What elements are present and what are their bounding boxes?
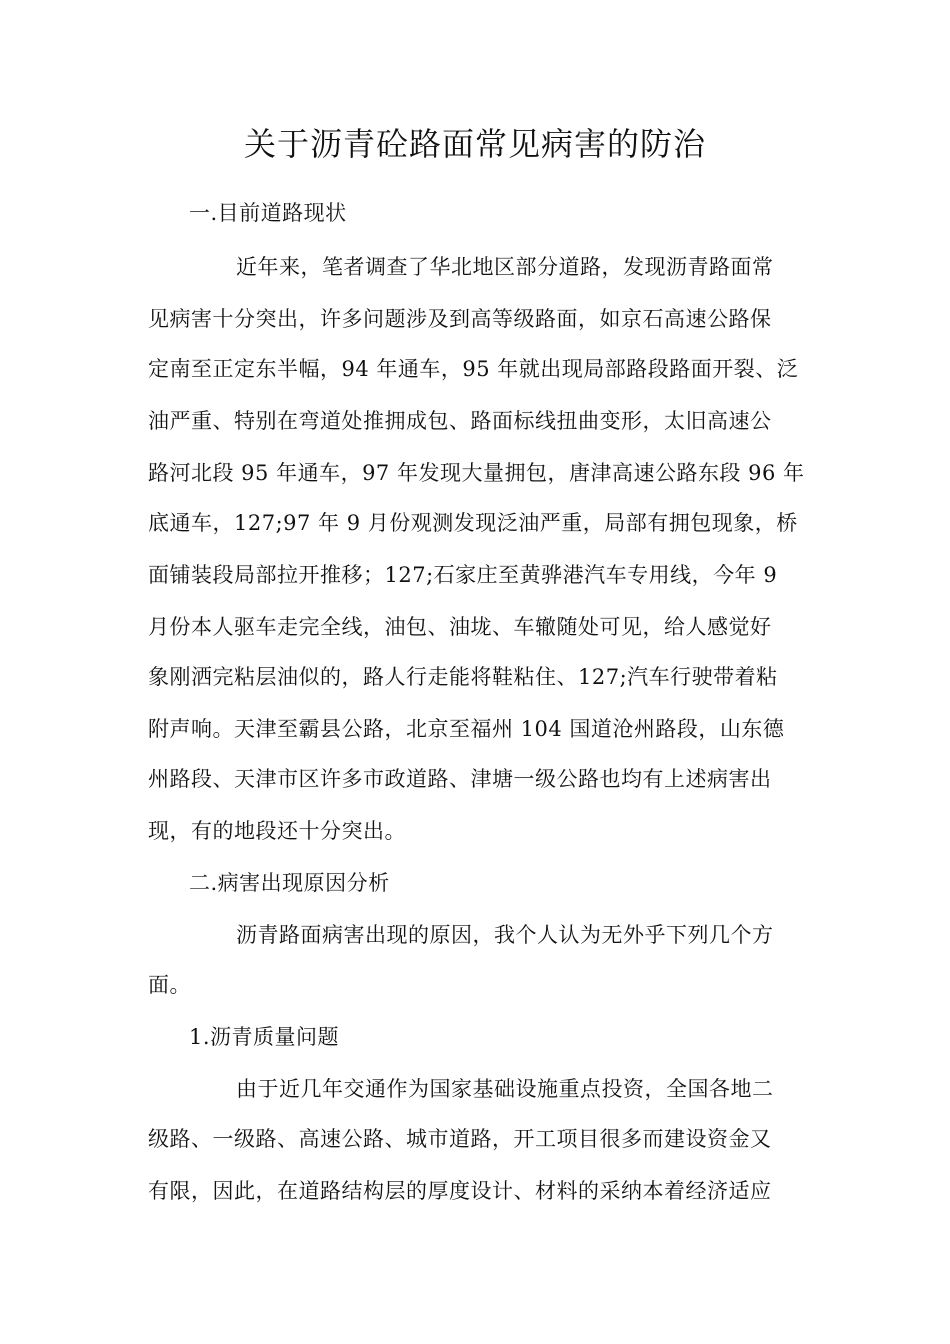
section-heading-asphalt-quality: 1.沥青质量问题 bbox=[189, 1025, 340, 1049]
paragraph-line: 底通车，127;97 年 9 月份观测发现泛油严重，局部有拥包现象，桥 bbox=[148, 511, 798, 535]
section-heading-current-status: 一.目前道路现状 bbox=[189, 201, 347, 225]
paragraph-line: 有限，因此，在道路结构层的厚度设计、材料的采纳本着经济适应 bbox=[148, 1179, 772, 1203]
paragraph-line: 路河北段 95 年通车，97 年发现大量拥包，唐津高速公路东段 96 年 bbox=[148, 461, 805, 485]
paragraph-line: 见病害十分突出，许多问题涉及到高等级路面，如京石高速公路保 bbox=[148, 307, 772, 331]
paragraph-line: 定南至正定东半幅，94 年通车，95 年就出现局部路段路面开裂、泛 bbox=[148, 357, 799, 381]
paragraph-line: 月份本人驱车走完全线，油包、油垅、车辙随处可见，给人感觉好 bbox=[148, 615, 772, 639]
paragraph-line: 级路、一级路、高速公路、城市道路，开工项目很多而建设资金又 bbox=[148, 1127, 772, 1151]
paragraph-line: 由于近几年交通作为国家基础设施重点投资，全国各地二 bbox=[236, 1077, 774, 1101]
paragraph-line: 面铺装段局部拉开推移；127;石家庄至黄骅港汽车专用线，今年 9 bbox=[148, 563, 778, 587]
paragraph-line: 油严重、特别在弯道处推拥成包、路面标线扭曲变形，太旧高速公 bbox=[148, 409, 772, 433]
paragraph-line: 面。 bbox=[148, 973, 191, 997]
document-title: 关于沥青砼路面常见病害的防治 bbox=[243, 125, 706, 163]
paragraph-line: 现，有的地段还十分突出。 bbox=[148, 819, 406, 843]
paragraph-line: 附声响。天津至霸县公路，北京至福州 104 国道沧州路段，山东德 bbox=[148, 717, 785, 741]
paragraph-line: 象刚洒完粘层油似的，路人行走能将鞋粘住、127;汽车行驶带着粘 bbox=[148, 665, 778, 689]
section-heading-cause-analysis: 二.病害出现原因分析 bbox=[189, 871, 390, 895]
paragraph-line: 近年来，笔者调查了华北地区部分道路，发现沥青路面常 bbox=[236, 255, 774, 279]
paragraph-line: 州路段、天津市区许多市政道路、津塘一级公路也均有上述病害出 bbox=[148, 767, 772, 791]
paragraph-line: 沥青路面病害出现的原因，我个人认为无外乎下列几个方 bbox=[236, 923, 774, 947]
